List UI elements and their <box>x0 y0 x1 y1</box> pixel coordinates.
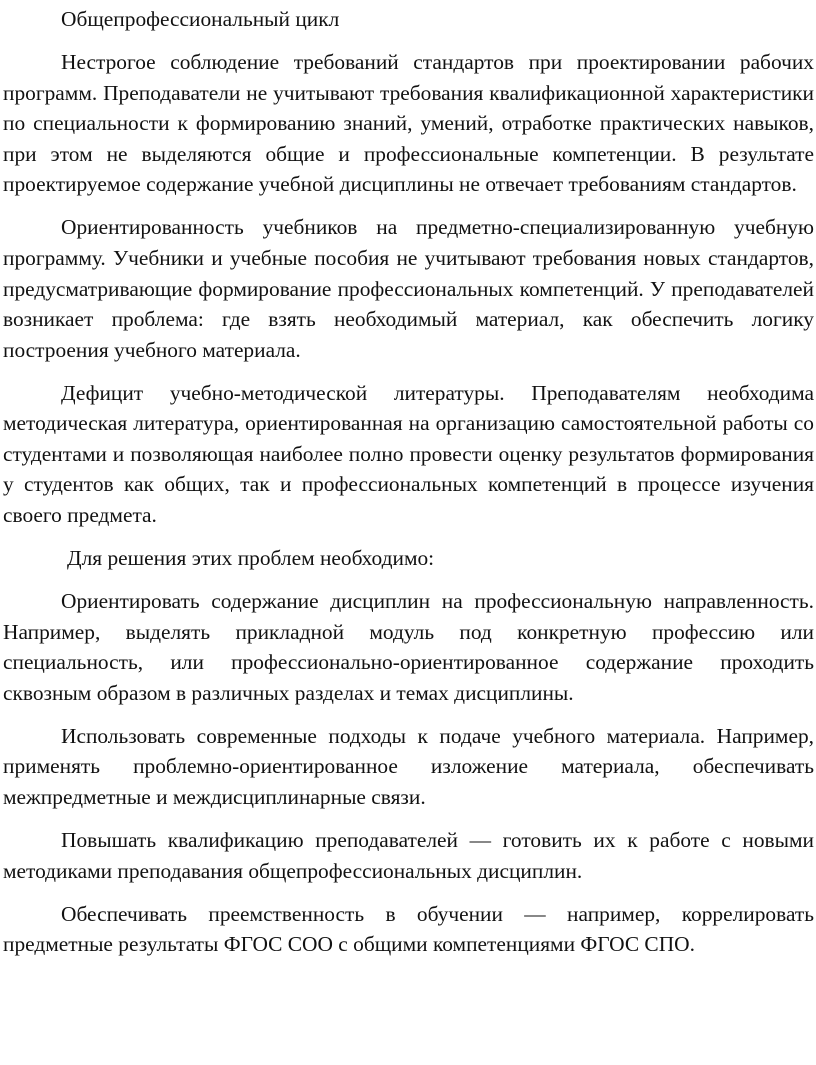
section-title: Общепрофессиональный цикл <box>61 7 340 31</box>
paragraph-textbooks: Ориентированность учебников на предметно-специализированную учебную программу. Учебники и учебные пособия не учитывают требования новых стандартов, предусматривающие формирование профессиональных компетенций. У преподавателей возникает проблема: где взять необходимый материал, как обеспечить логику построения учебного материала. <box>3 215 814 362</box>
paragraph-continuity: Обеспечивать преемственность в обучении — например, коррелировать предметные результаты ФГОС СОО с общими компетенциями ФГОС СПО. <box>3 901 814 957</box>
paragraph-orient-content: Ориентировать содержание дисциплин на профессиональную направленность. Например, выделять прикладной модуль под конкретную профессию или специальность, или профессионально-ориентированное содержание проходить сквозным образом в различных разделах и темах дисциплины. <box>3 589 814 705</box>
paragraph-modern-approaches: Использовать современные подходы к подаче учебного материала. Например, применять проблемно-ориентированное изложение материала, обеспечивать межпредметные и междисциплинарные связи. <box>3 723 814 809</box>
paragraph-qualification: Повышать квалификацию преподавателей — готовить их к работе с новыми методиками преподавания общепрофессиональных дисциплин. <box>3 827 814 883</box>
paragraph-standards: Нестрогое соблюдение требований стандартов при проектировании рабочих программ. Преподаватели не учитывают требования квалификационной характеристики по специальности к формированию знаний, умений, отработке практических навыков, при этом не выделяются общие и профессиональные компетенции. В результате проектируемое содержание учебной дисциплины не отвечает требованиям стандартов. <box>3 49 814 197</box>
paragraph-literature: Дефицит учебно-методической литературы. Преподавателям необходима методическая литература, ориентированная на организацию самостоятельной работы со студентами и позволяющая наиболее полно провести оценку результатов формирования у студентов как общих, так и профессиональных компетенций в процессе изучения своего предмета. <box>3 380 814 528</box>
paragraph-solutions-intro: Для решения этих проблем необходимо: <box>67 546 435 571</box>
